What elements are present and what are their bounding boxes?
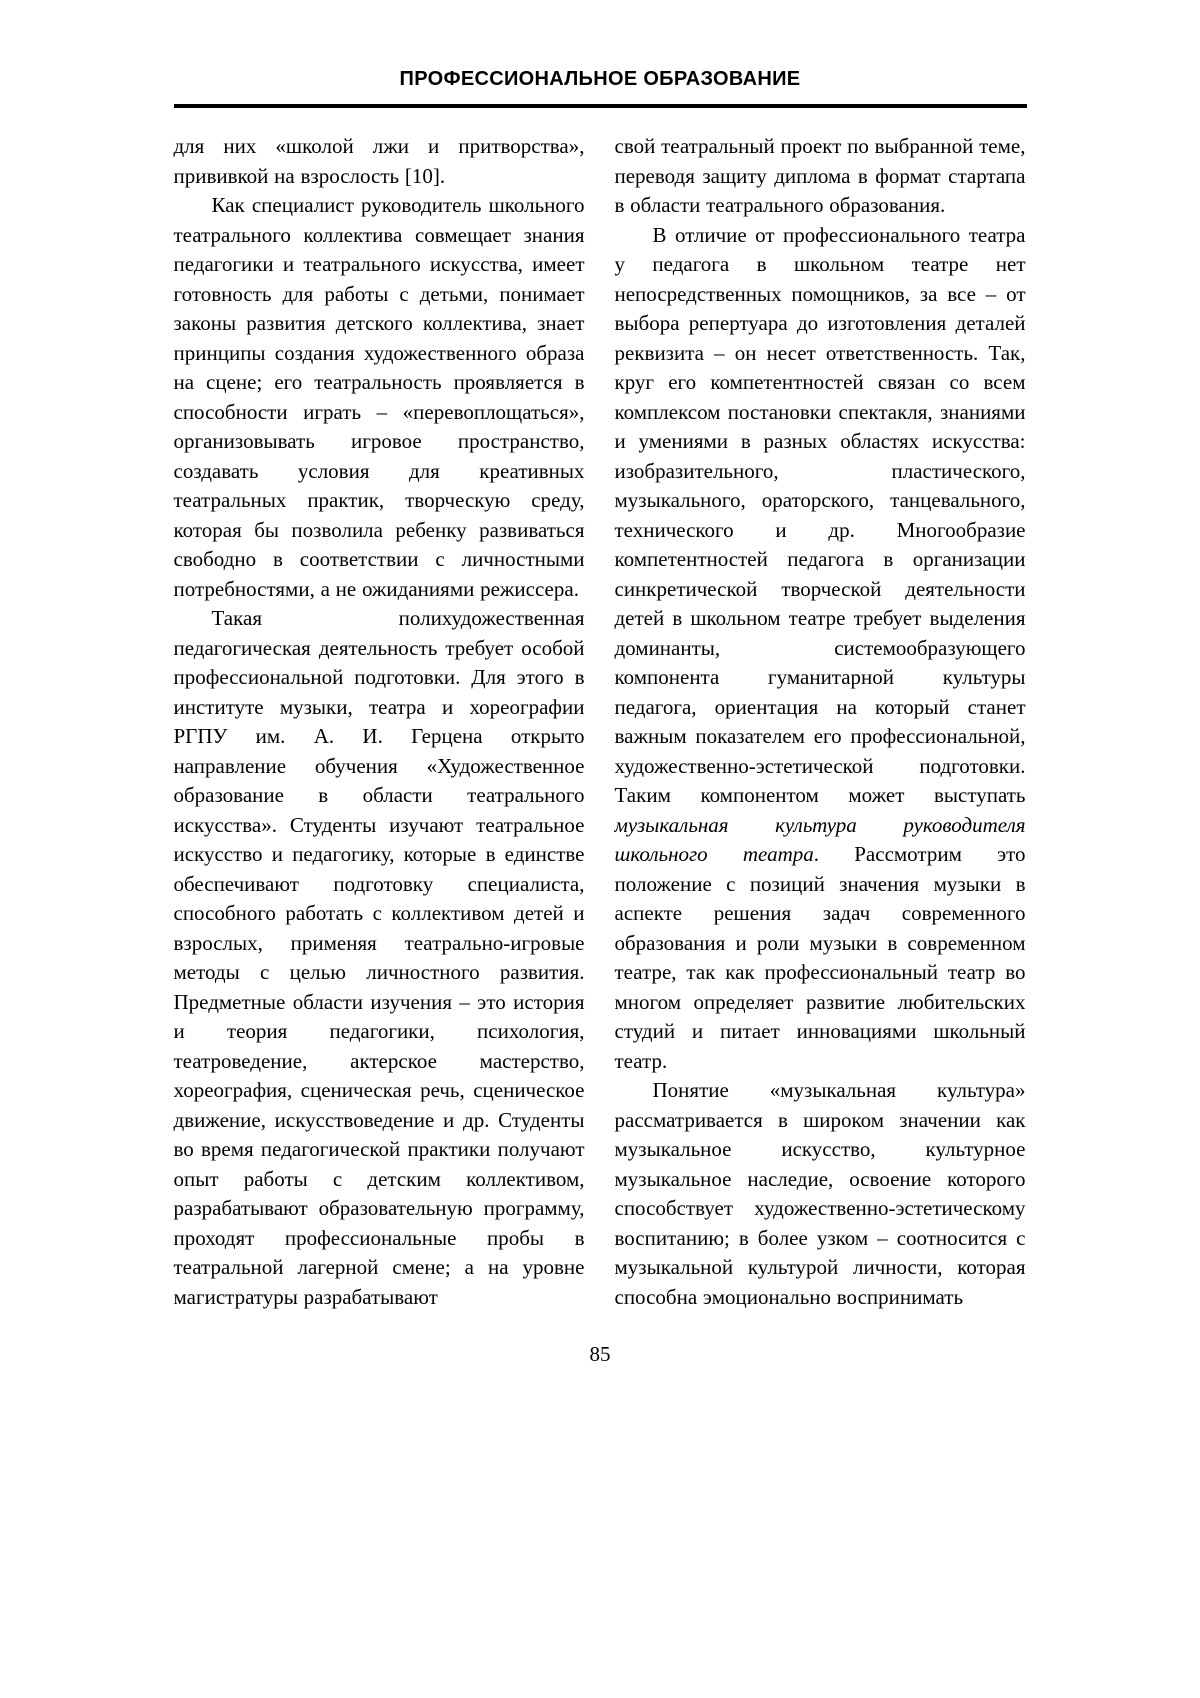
paragraph-text: . Рассмотрим это положение с позиций значения музыки в аспекте решения задач современного образования и роли музыки в современном театре, так как профессиональный театр во многом определяет развитие любительских студий и питает инновациями школьный театр. (614, 842, 1026, 1073)
paragraph (615, 221, 1026, 1077)
paragraph-text: В отличие от профессионального театра у педагога в школьном театре нет непосредственных помощников, за все – от выбора репертуара до изготовления деталей реквизита – он несет ответственность. Так, круг его компетентностей связан со всем комплексом постановки спектакля, знаниями и умениями в разных областях искусства: изобразительного, пластического, музыкального, ораторского, танцевального, технического и др. Многообразие компетентностей педагога в организации синкретической творческой деятельности детей в школьном театре требует выделения доминанты, системообразующего компонента гуманитарной культуры педагога, ориентация на который станет важным показателем его профессиональной, художественно-эстетической подготовки. Таким компонентом может выступать (614, 222, 1026, 807)
paragraph: Как специалист руководитель школьного театрального коллектива совмещает знания педагогики и театрального искусства, имеет готовность для работы с детьми, понимает законы развития детского коллектива, знает принципы создания художественного образа на сцене; его театральность проявляется в способности играть – «перевоплощаться», организовывать игровое пространство, создавать условия для креативных театральных практик, творческую среду, которая бы позволила ребенку развиваться свободно в соответствии с личностными потребностями, а не ожиданиями режиссера. (173, 193, 585, 601)
journal-page (174, 0, 1027, 1367)
left-column (174, 132, 585, 1312)
article-body (174, 132, 1027, 1312)
paragraph: Такая полихудожественная педагогическая деятельность требует особой профессиональной подготовки. Для этого в институте музыки, театра и хореографии РГПУ им. А. И. Герцена открыто направление обучения «Художественное образование в области театрального искусства». Студенты изучают театральное искусство и педагогику, которые в единстве обеспечивают подготовку специалиста, способного работать с коллективом детей и взрослых, применяя театрально-игровые методы с целью личностного развития. Предметные области изучения – это история и теория педагогики, психология, театроведение, актерское мастерство, хореография, сценическая речь, сценическое движение, искусствоведение и др. Студенты во время педагогической практики получают опыт работы с детским коллективом, разрабатывают образовательную программу, проходят профессиональные пробы в театральной лагерной смене; а на уровне магистратуры разрабатывают (173, 606, 585, 1309)
page-number: 85 (589, 1342, 611, 1366)
italic-key-term: музыкальная культура руководителя школьного театра (614, 812, 1026, 866)
section-title: ПРОФЕССИОНАЛЬНОЕ ОБРАЗОВАНИЕ (399, 68, 801, 90)
right-column (615, 132, 1026, 1312)
header-rule (174, 104, 1027, 108)
paragraph-continuation: для них «школой лжи и притворства», прививкой на взрослость [10]. (173, 134, 585, 188)
paragraph-continuation: свой театральный проект по выбранной теме, переводя защиту диплома в формат стартапа в области театрального образования. (614, 134, 1026, 217)
page-footer (174, 1342, 1027, 1367)
page-header (174, 68, 1027, 108)
paragraph: Понятие «музыкальная культура» рассматривается в широком значении как музыкальное искусство, культурное музыкальное наследие, освоение которого способствует художественно-эстетическому воспитанию; в более узком – соотносится с музыкальной культурой личности, которая способна эмоционально воспринимать (614, 1078, 1026, 1309)
